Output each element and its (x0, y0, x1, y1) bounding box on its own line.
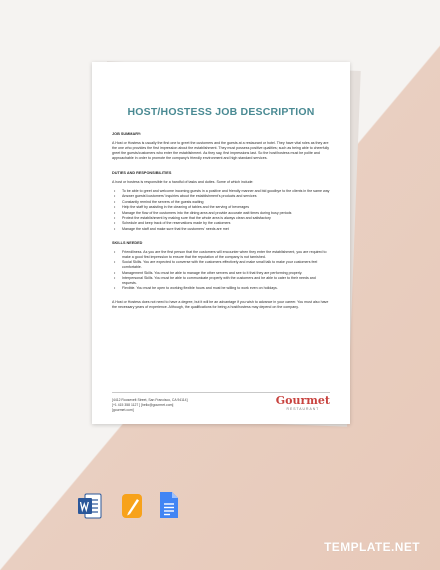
duties-list (112, 189, 330, 232)
skill-item: • Social Skills. You are expected to converse with the customers effectively and make small talk to make your customers feel comfortable. (122, 260, 330, 270)
closing-paragraph: A Host or Hostess does not need to have a degree, but it will be an advantage if you wish to advance in your career. You must also have the necessary years of experience. Although, the qualifications for being a host/hostess may depend on the company. (112, 300, 329, 310)
document-page (92, 62, 350, 424)
document-title: HOST/HOSTESS JOB DESCRIPTION (127, 106, 315, 118)
skills-heading: SKILLS NEEDED (112, 240, 143, 245)
logo-tagline: RESTAURANT (286, 407, 320, 411)
summary-text: A Host or Hostess is usually the first one to greet the customers and the guests at a restaurant or hotel. They have vital roles as they are the one who provides the first impression about the establishment. They must possess positive qualities; such as being able to cheerfully greet the guests/customers who enter the establishment. As they say, first impressions last. So the host/hostess must be polite and approachable in order to promote the company's friendly environment and high standard services. (112, 141, 330, 160)
word-icon[interactable] (78, 492, 102, 520)
skill-item: • Flexible. You must be open to working flexible hours and must be willing to work even on holidays. (122, 286, 330, 291)
skill-item: • Management Skills. You must be able to manage the other servers and see to it that they are performing properly. (122, 271, 330, 276)
summary-heading: JOB SUMMARY: (112, 132, 142, 136)
skills-list (112, 250, 330, 292)
duty-item: • To be able to greet and welcome incoming guests in a positive and friendly manner and bid goodbye to the clients in the same way (122, 189, 330, 194)
footer-contact (112, 398, 188, 413)
document-body (112, 132, 330, 314)
pages-icon[interactable] (120, 492, 144, 520)
footer-divider (112, 392, 330, 393)
duty-item: • Manage the staff and make sure that the customers' needs are met (122, 227, 330, 232)
footer-phone-email: [+1 415 358 1127 ] [hello@gourmet.com] (112, 403, 174, 407)
footer-address: [4412 Roosevelt Street, San Francisco, CA 94114] (112, 398, 188, 402)
watermark: TEMPLATE.NET (324, 540, 420, 554)
duties-intro: A host or hostess is responsible for a handful of tasks and duties. Some of which include: (112, 180, 254, 184)
duty-item: • Help the staff by assisting in the cleaning of tables and the serving of beverages (122, 205, 330, 210)
duty-item: • Schedule and keep track of the reservations made by the customers (122, 221, 330, 226)
company-logo (276, 395, 330, 411)
duty-item: • Constantly remind the servers of the guests waiting (122, 200, 330, 205)
duty-item: • Manage the flow of the customers into the dining area and provide accurate wait times during busy periods (122, 211, 330, 216)
logo-wordmark: Gourmet (275, 394, 330, 407)
skill-item: • Friendliness. As you are the first person that the customers will encounter when they enter the establishment, you are required to make a good first impression to ensure that the reputation of the company is not tarnished. (122, 250, 330, 260)
duties-heading: DUTIES AND RESPONSIBILITIES (112, 171, 172, 175)
google-docs-icon[interactable] (158, 490, 180, 520)
duty-item: • Answer guests'/customers' inquiries about the establishment's products and services (122, 194, 330, 199)
skill-item: • Interpersonal Skills. You must be able to communicate properly with the customers and be able to cater to their needs and requests. (122, 276, 330, 286)
duty-item: • Protect the establishment by making sure that the whole area is always clean and satisfactory (122, 216, 330, 221)
footer-website: [gourmet.com] (112, 408, 134, 412)
